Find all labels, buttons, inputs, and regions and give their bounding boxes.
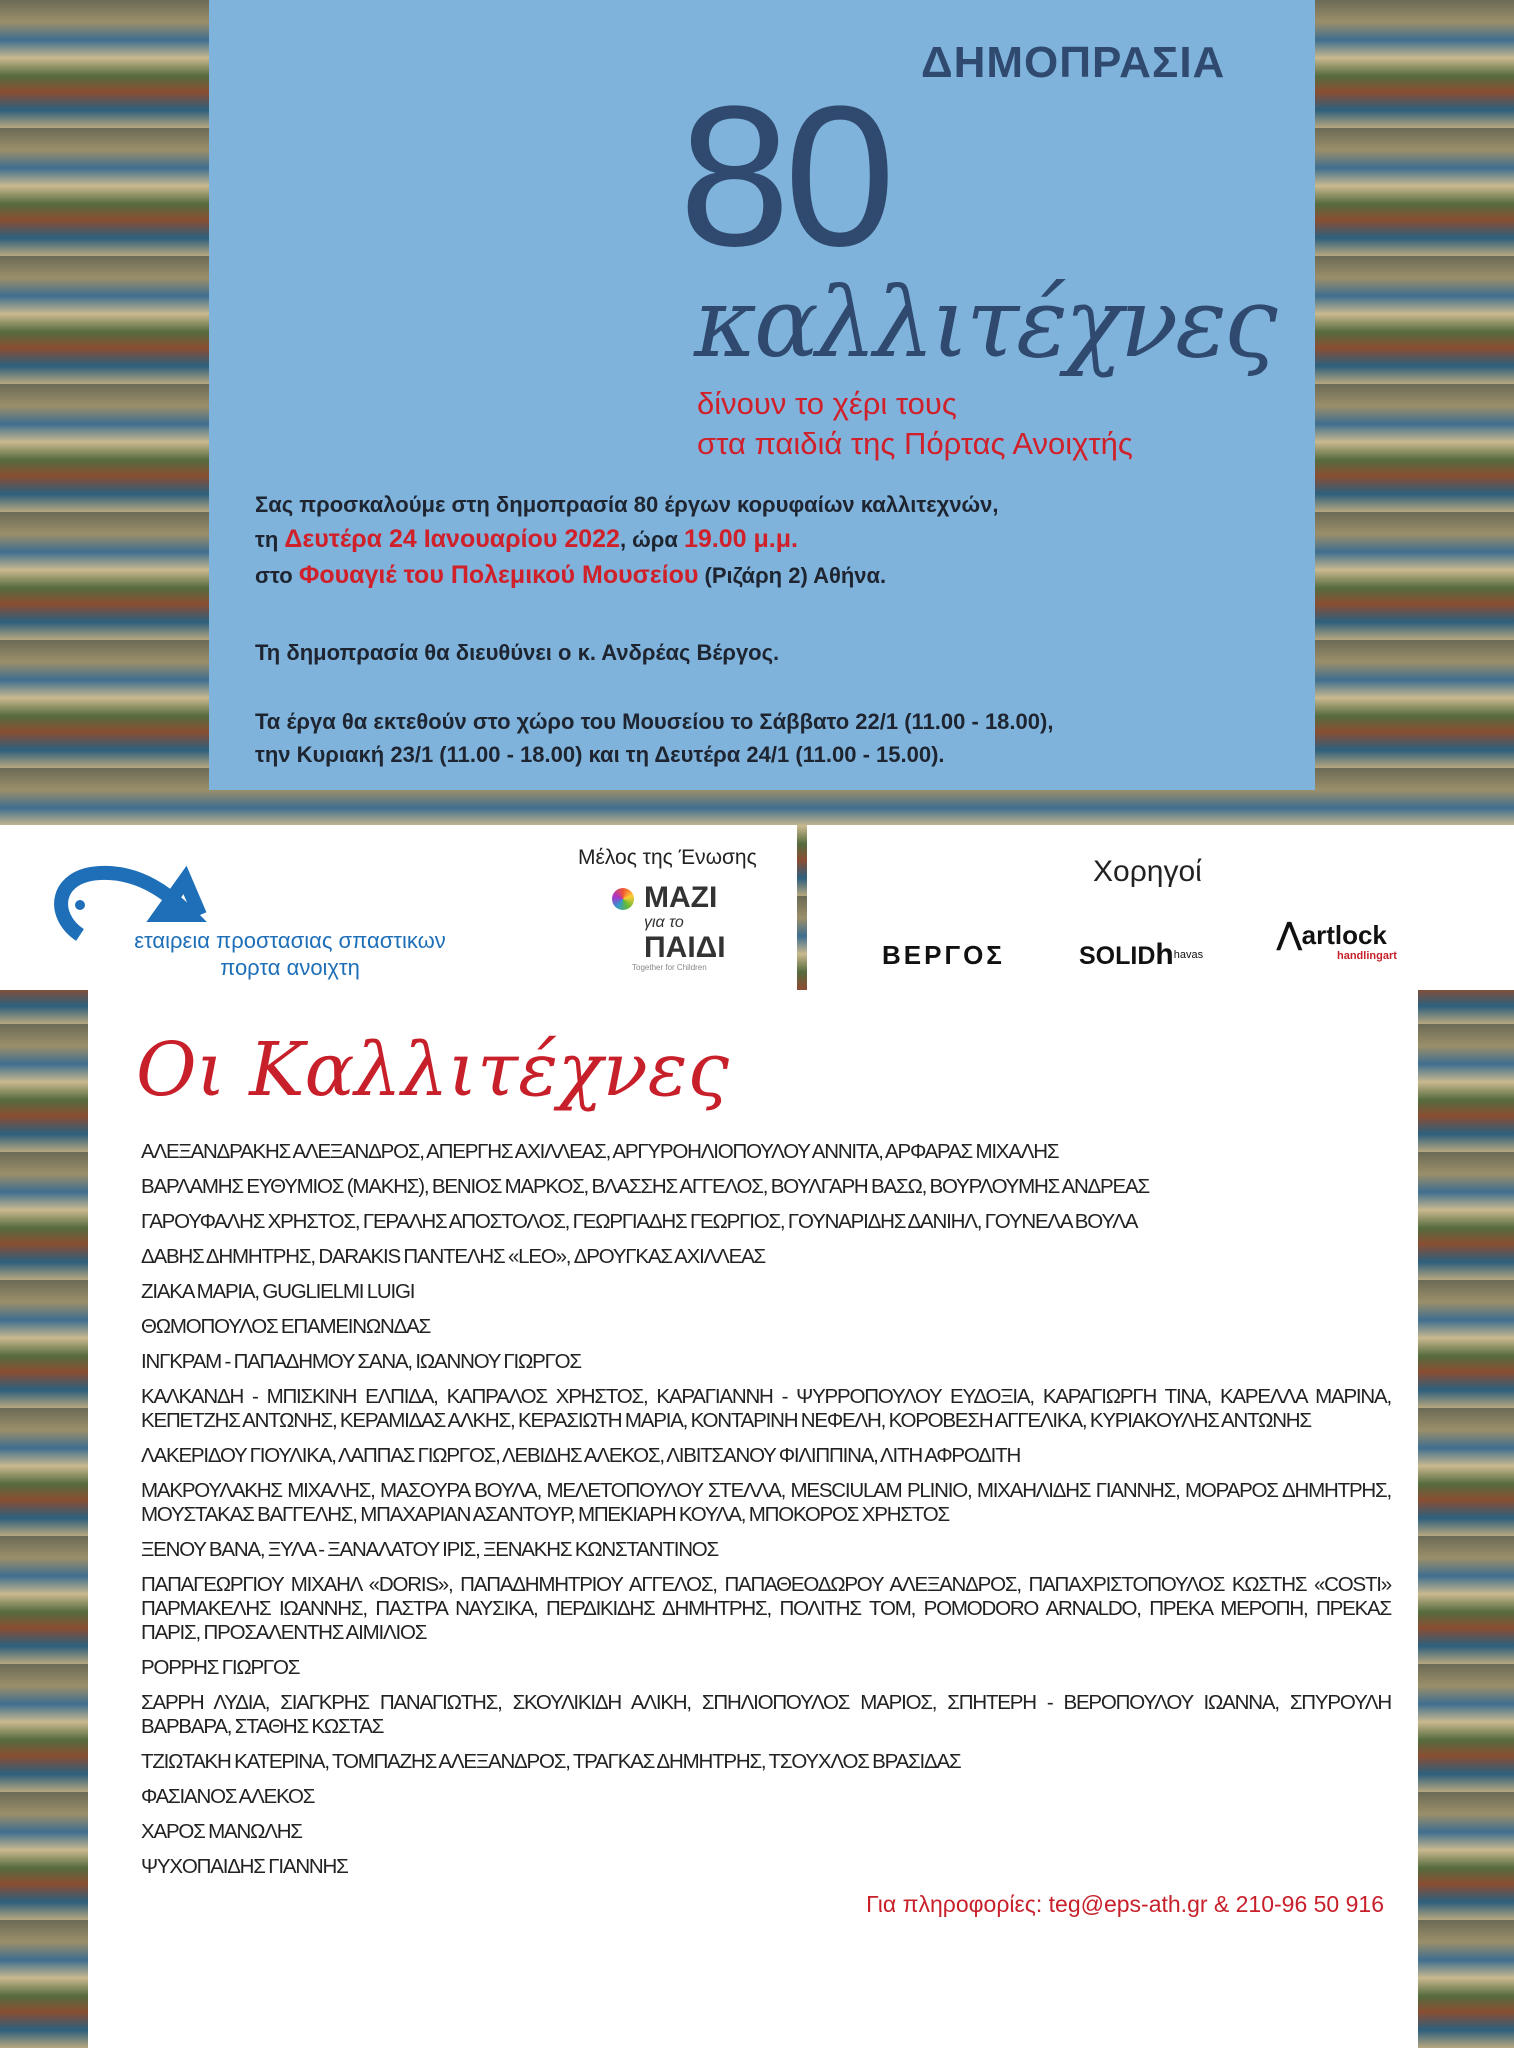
artist-group: ΣΑΡΡΗ ΛΥΔΙΑ, ΣΙΑΓΚΡΗΣ ΠΑΝΑΓΙΩΤΗΣ, ΣΚΟΥΛΙΚΙΔΗ ΑΛΙΚΗ, ΣΠΗΛΙΟΠΟΥΛΟΣ ΜΑΡΙΟΣ, ΣΠΗΤΕΡΗ - ΒΕΡΟΠΟΥΛΟΥ ΙΩΑΝΝΑ, ΣΠΥΡΟΥΛΗ ΒΑΡΒΑΡΑ, ΣΤΑΘΗΣ ΚΩΣΤΑΣ xyxy=(141,1691,1391,1738)
artist-group: ΖΙΑΚΑ ΜΑΡΙΑ, GUGLIELMI LUIGI xyxy=(141,1280,415,1303)
artist-group: ΤΖΙΩΤΑΚΗ ΚΑΤΕΡΙΝΑ, ΤΟΜΠΑΖΗΣ ΑΛΕΞΑΝΔΡΟΣ, ΤΡΑΓΚΑΣ ΔΗΜΗΤΡΗΣ, ΤΣΟΥΧΛΟΣ ΒΡΑΣΙΔΑΣ xyxy=(141,1750,961,1773)
artist-group: ΔΑΒΗΣ ΔΗΜΗΤΡΗΣ, DARAKIS ΠΑΝΤΕΛΗΣ «LEO», ΔΡΟΥΓΚΑΣ ΑΧΙΛΛΕΑΣ xyxy=(141,1245,766,1268)
subtitle-line-1: δίνουν το χέρι τους xyxy=(697,386,957,421)
event-time: 19.00 μ.μ. xyxy=(684,525,798,553)
sponsor-vergos: ΒΕΡΓΟΣ xyxy=(882,940,1005,970)
artist-group: ΜΑΚΡΟΥΛΑΚΗΣ ΜΙΧΑΛΗΣ, ΜΑΣΟΥΡΑ ΒΟΥΛΑ, ΜΕΛΕΤΟΠΟΥΛΟΥ ΣΤΕΛΛΑ, MESCIULAM PLINIO, ΜΙΧΑΗΛΙΔΗΣ ΓΙΑΝΝΗΣ, ΜΟΡΑΡΟΣ ΔΗΜΗΤΡΗΣ, ΜΟΥΣΤΑΚΑΣ ΒΑΓΓΕΛΗΣ, ΜΠΑΧΑΡΙΑΝ ΑΣΑΝΤΟΥΡ, ΜΠΕΚΙΑΡΗ ΚΟΥΛΑ, ΜΠΟΚΟΡΟΣ ΧΡΗΣΤΟΣ xyxy=(141,1479,1391,1526)
text: handlingart xyxy=(1337,950,1397,962)
artist-group: ΧΑΡΟΣ ΜΑΝΩΛΗΣ xyxy=(141,1820,302,1843)
mazi-text: ΜΑΖΙ xyxy=(644,881,718,914)
artist-group: ΛΑΚΕΡΙΔΟΥ ΓΙΟΥΛΙΚΑ, ΛΑΠΠΑΣ ΓΙΩΡΓΟΣ, ΛΕΒΙΔΗΣ ΑΛΕΚΟΣ, ΛΙΒΙΤΣΑΝΟΥ ΦΙΛΙΠΠΙΝΑ, ΛΙΤΗ ΑΦΡΟΔΙΤΗ xyxy=(141,1444,1021,1467)
artist-group: ΨΥΧΟΠΑΙΔΗΣ ΓΙΑΝΝΗΣ xyxy=(141,1855,348,1878)
invitation-line-2 xyxy=(255,524,798,555)
text: artlock xyxy=(1301,920,1387,950)
invitation-line-1: Σας προσκαλούμε στη δημοπρασία 80 έργων κορυφαίων καλλιτεχνών, xyxy=(255,492,999,517)
mazi-logo xyxy=(612,883,732,990)
sponsors-label: Χορηγοί xyxy=(1093,855,1202,888)
logos-band xyxy=(0,825,1514,990)
mazi-text: ΠΑΙΔΙ xyxy=(644,931,726,964)
artist-group: ΑΛΕΞΑΝΔΡΑΚΗΣ ΑΛΕΞΑΝΔΡΟΣ, ΑΠΕΡΓΗΣ ΑΧΙΛΛΕΑΣ, ΑΡΓΥΡΟΗΛΙΟΠΟΥΛΟΥ ΑΝΝΙΤΑ, ΑΡΦΑΡΑΣ ΜΙΧΑΛΗΣ xyxy=(141,1140,1059,1163)
artist-group: ΓΑΡΟΥΦΑΛΗΣ ΧΡΗΣΤΟΣ, ΓΕΡΑΛΗΣ ΑΠΟΣΤΟΛΟΣ, ΓΕΩΡΓΙΑΔΗΣ ΓΕΩΡΓΙΟΣ, ΓΟΥΝΑΡΙΔΗΣ ΔΑΝΙΗΛ, ΓΟΥΝΕΛΑ ΒΟΥΛΑ xyxy=(141,1210,1138,1233)
exhibition-line-1: Τα έργα θα εκτεθούν στο χώρο του Μουσείου το Σάββατο 22/1 (11.00 - 18.00), xyxy=(255,709,1054,734)
text: τη xyxy=(255,527,285,552)
announcement-panel xyxy=(209,0,1315,790)
heart-icon xyxy=(612,888,634,910)
auctioneer-line: Τη δημοπρασία θα διευθύνει ο κ. Ανδρέας Βέργος. xyxy=(255,640,780,665)
event-date: Δευτέρα 24 Ιανουαρίου 2022 xyxy=(284,525,620,553)
artists-list xyxy=(141,1140,1391,1918)
artists-list-title: Οι Καλλιτέχνες xyxy=(136,1027,729,1113)
text: SOLID xyxy=(1079,942,1156,970)
sponsor-solid: SOLIDh$^{havas}$ xyxy=(1079,938,1204,971)
artists-heading: καλλιτέχνες xyxy=(694,267,1275,379)
text: (Ριζάρη 2) Αθήνα. xyxy=(698,563,887,588)
artists-panel xyxy=(88,990,1418,2048)
text: , ώρα xyxy=(619,527,684,552)
subtitle-line-2: στα παιδιά της Πόρτας Ανοιχτής xyxy=(697,426,1133,461)
invitation-line-3 xyxy=(255,560,886,591)
auction-title: ΔΗΜΟΠΡΑΣΙΑ xyxy=(921,38,1226,87)
artist-group: ΡΟΡΡΗΣ ΓΙΩΡΓΟΣ xyxy=(141,1656,300,1679)
text: στο xyxy=(255,563,299,588)
event-venue: Φουαγιέ του Πολεμικού Μουσείου xyxy=(298,561,699,589)
exhibition-line-2: την Κυριακή 23/1 (11.00 - 18.00) και τη Δευτέρα 24/1 (11.00 - 15.00). xyxy=(255,742,945,767)
artist-group: ΞΕΝΟΥ ΒΑΝΑ, ΞΥΛΑ - ΞΑΝΑΛΑΤΟΥ ΙΡΙΣ, ΞΕΝΑΚΗΣ ΚΩΝΣΤΑΝΤΙΝΟΣ xyxy=(141,1538,719,1561)
artist-group: ΒΑΡΛΑΜΗΣ ΕΥΘΥΜΙΟΣ (ΜΑΚΗΣ), ΒΕΝΙΟΣ ΜΑΡΚΟΣ, ΒΛΑΣΣΗΣ ΑΓΓΕΛΟΣ, ΒΟΥΛΓΑΡΗ ΒΑΣΩ, ΒΟΥΡΛΟΥΜΗΣ ΑΝΔΡΕΑΣ xyxy=(141,1175,1149,1198)
artist-groups xyxy=(141,1140,1391,1879)
org-name-line-1: εταιρεια προστασιας σπαστικων xyxy=(134,928,446,953)
artist-count: 80 xyxy=(679,65,890,288)
organizer-area xyxy=(0,825,797,990)
sponsors-area xyxy=(807,825,1514,990)
org-name-line-2: πορτα ανοιχτη xyxy=(220,955,360,980)
artist-group: ΠΑΠΑΓΕΩΡΓΙΟΥ ΜΙΧΑΗΛ «DORIS», ΠΑΠΑΔΗΜΗΤΡΙΟΥ ΑΓΓΕΛΟΣ, ΠΑΠΑΘΕΟΔΩΡΟΥ ΑΛΕΞΑΝΔΡΟΣ, ΠΑΠΑΧΡΙΣΤΟΠΟΥΛΟΣ ΚΩΣΤΗΣ «COSTI» ΠΑΡΜΑΚΕΛΗΣ ΙΩΑΝΝΗΣ, ΠΑΣΤΡΑ ΝΑΥΣΙΚΑ, ΠΕΡΔΙΚΙΔΗΣ ΔΗΜΗΤΡΗΣ, ΠΟΛΙΤΗΣ ΤΟΜ, POMODORO ARNALDO, ΠΡΕΚΑ ΜΕΡΟΠΗ, ΠΡΕΚΑΣ ΠΑΡΙΣ, ΠΡΟΣΑΛΕΝΤΗΣ ΑΙΜΙΛΙΟΣ xyxy=(141,1573,1391,1644)
mazi-tagline: Together for Children xyxy=(632,963,707,972)
artist-group: ΦΑΣΙΑΝΟΣ ΑΛΕΚΟΣ xyxy=(141,1785,315,1808)
member-label: Μέλος της Ένωσης xyxy=(578,846,757,869)
sponsor-artlock: ⋀artlock handlingart xyxy=(1277,918,1397,962)
artist-group: ΙΝΓΚΡΑΜ - ΠΑΠΑΔΗΜΟΥ ΣΑΝΑ, ΙΩΑΝΝΟΥ ΓΙΩΡΓΟΣ xyxy=(141,1350,581,1373)
contact-info: Για πληροφορίες: teg@eps-ath.gr & 210-96 50 916 xyxy=(866,1891,1384,1917)
artist-group: ΚΑΛΚΑΝΔΗ - ΜΠΙΣΚΙΝΗ ΕΛΠΙΔΑ, ΚΑΠΡΑΛΟΣ ΧΡΗΣΤΟΣ, ΚΑΡΑΓΙΑΝΝΗ - ΨΥΡΡΟΠΟΥΛΟΥ ΕΥΔΟΞΙΑ, ΚΑΡΑΓΙΩΡΓΗ ΤΙΝΑ, ΚΑΡΕΛΛΑ ΜΑΡΙΝΑ, ΚΕΠΕΤΖΗΣ ΑΝΤΩΝΗΣ, ΚΕΡΑΜΙΔΑΣ ΑΛΚΗΣ, ΚΕΡΑΣΙΩΤΗ ΜΑΡΙΑ, ΚΟΝΤΑΡΙΝΗ ΝΕΦΕΛΗ, ΚΟΡΟΒΕΣΗ ΑΓΓΕΛΙΚΑ, ΚΥΡΙΑΚΟΥΛΗΣ ΑΝΤΩΝΗΣ xyxy=(141,1385,1391,1432)
mazi-text: για το xyxy=(644,914,684,931)
artist-group: ΘΩΜΟΠΟΥΛΟΣ ΕΠΑΜΕΙΝΩΝΔΑΣ xyxy=(141,1315,431,1338)
text: havas xyxy=(1173,949,1204,961)
